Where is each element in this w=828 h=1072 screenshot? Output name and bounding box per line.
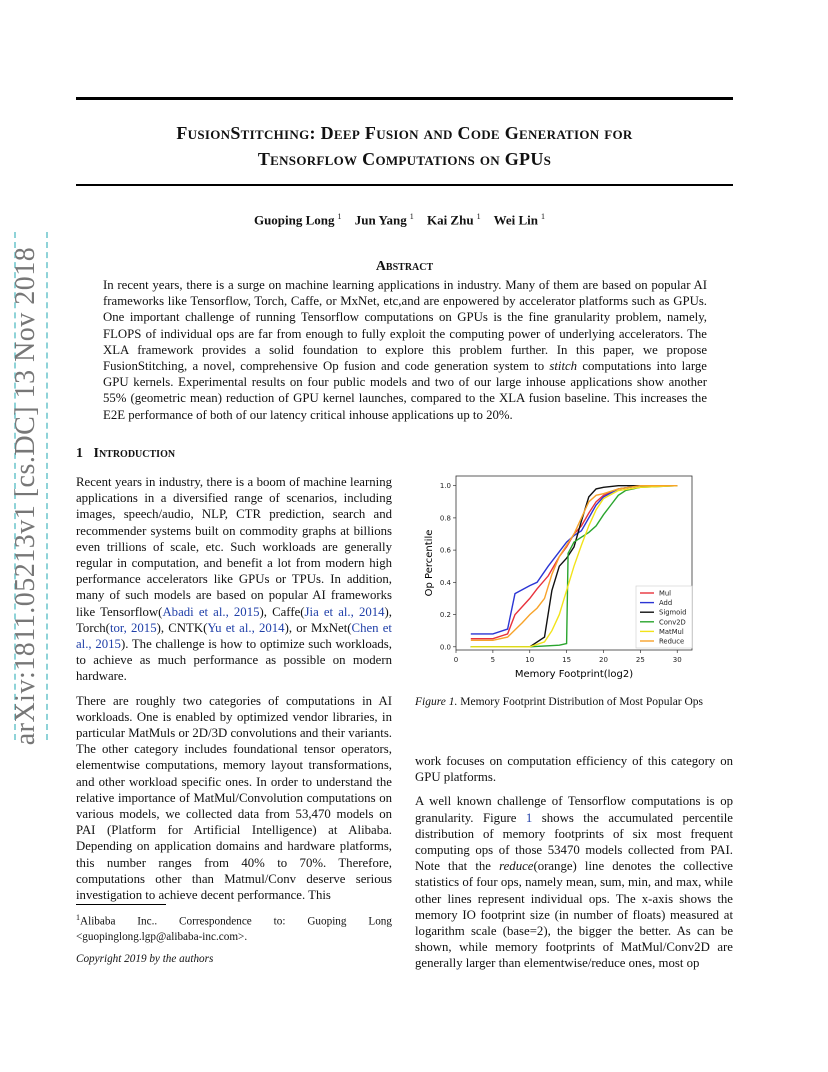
legend-label: Conv2D bbox=[659, 618, 686, 627]
author-affiliation-mark: 1 bbox=[409, 212, 414, 221]
title-bottom-rule bbox=[76, 184, 733, 186]
author-affiliation-mark: 1 bbox=[337, 212, 342, 221]
right-column bbox=[415, 753, 733, 980]
paragraph-text: Recent years in industry, there is a boom of machine learning applications in a diversified range of scenarios, including images, speech/audio, NLP, CTR prediction, search and recommender systems built on commodity graphs at billions even trillions of scale, etc. Such workloads are generally regular in computation, and benefit a lot from modern high performance accelerators like GPUs or TPUs. In addition, many of such models are based on popular AI frameworks like Tensorflow( bbox=[76, 475, 392, 619]
section-number: 1 bbox=[76, 446, 83, 461]
x-axis-label: Memory Footprint(log2) bbox=[514, 669, 634, 680]
author-name: Wei Lin bbox=[493, 212, 539, 228]
x-tick-label: 25 bbox=[635, 656, 645, 664]
legend-label: Add bbox=[659, 599, 673, 608]
paragraph-text: ), or MxNet( bbox=[284, 620, 352, 635]
figure-caption-text: Memory Footprint Distribution of Most Popular Ops bbox=[457, 696, 704, 708]
paragraph-text: (orange) line denotes the collective statistics of four ops, namely mean, sum, min, and max, while other lines represent individual ops. The x-axis shows the memory IO footprint size (in number of floats) measured at logarithm scale (base=2), the bigger the better. As can be shown, while memory footprints of MatMul/Conv2D are generally larger than elementwise/reduce ones, most op bbox=[415, 859, 733, 971]
copyright-notice: Copyright 2019 by the authors bbox=[76, 953, 214, 965]
author-affiliation-mark: 1 bbox=[476, 212, 481, 221]
x-tick-label: 20 bbox=[599, 656, 608, 664]
x-tick-label: 10 bbox=[525, 656, 535, 664]
author-name: Kai Zhu bbox=[426, 212, 474, 228]
paper-title bbox=[76, 120, 733, 172]
author-name: Guoping Long bbox=[253, 212, 335, 228]
abstract-emphasis: stitch bbox=[549, 359, 578, 374]
legend-label: Sigmoid bbox=[659, 608, 687, 617]
abstract-heading: Abstract bbox=[375, 259, 434, 274]
arxiv-stamp[interactable]: arXiv:1811.05213v1 [cs.DC] 13 Nov 2018 bbox=[10, 246, 41, 746]
chart-legend bbox=[636, 586, 692, 648]
abstract-body bbox=[103, 277, 707, 423]
citation-link[interactable]: Jia et al., 2014 bbox=[304, 604, 385, 619]
x-tick-label: 0 bbox=[453, 656, 459, 664]
intro-paragraph-1 bbox=[76, 474, 392, 685]
x-tick-label: 30 bbox=[672, 656, 682, 664]
y-tick-label: 1.0 bbox=[439, 482, 451, 491]
author-name: Jun Yang bbox=[354, 212, 407, 228]
y-tick-label: 0.6 bbox=[439, 546, 451, 555]
paragraph-text: ), CNTK( bbox=[156, 620, 208, 635]
left-column bbox=[76, 474, 392, 911]
figure-caption bbox=[415, 696, 735, 708]
author-affiliation-mark: 1 bbox=[541, 212, 546, 221]
paragraph-text: shows the accumulated percentile distribution of memory footprints of six most frequent computing ops of those 53470 models collected from PAI. Note that the bbox=[415, 810, 733, 874]
figure-caption-label: Figure 1. bbox=[415, 696, 458, 708]
section-heading bbox=[76, 446, 175, 462]
footnote-mark: 1 bbox=[76, 913, 80, 922]
memory-footprint-chart bbox=[420, 470, 730, 682]
right-paragraph-2 bbox=[415, 793, 733, 971]
y-axis-label: Op Percentile bbox=[424, 529, 435, 597]
citation-link[interactable]: Abadi et al., 2015 bbox=[162, 604, 260, 619]
paragraph-text: ), Torch( bbox=[76, 604, 393, 635]
figure-reference-link[interactable]: 1 bbox=[525, 810, 533, 825]
emphasis-text: reduce bbox=[499, 859, 534, 874]
footnote-text: Alibaba Inc.. Correspondence to: Guoping Long <guopinglong.lgp@alibaba-inc.com>. bbox=[76, 915, 392, 943]
abstract-text: In recent years, there is a surge on machine learning applications in industry. Many of them are based on popular AI frameworks like Tensorflow, Torch, Caffe, or MxNet, etc,and are enpowered by accelerator platforms such as GPUs. One important challenge of running Tensorflow computations on GPUs is the fine granularity problem, namely, FLOPS of individual ops are far from enough to fully exploit the computing power of underlying accelerators. The XLA framework provides a solid foundation to explore this problem further. In this paper, we propose FusionStitching, a novel, comprehensive Op fusion and code generation system to bbox=[103, 278, 707, 374]
title-top-rule bbox=[76, 97, 733, 100]
section-title: Introduction bbox=[93, 446, 176, 461]
citation-link[interactable]: Chen et al., 2015 bbox=[76, 620, 392, 652]
legend-label: Reduce bbox=[659, 637, 685, 646]
y-tick-label: 0.2 bbox=[439, 611, 451, 620]
legend-label: MatMul bbox=[659, 627, 684, 636]
y-tick-label: 0.0 bbox=[439, 643, 451, 652]
footnote bbox=[76, 910, 392, 945]
intro-paragraph-2: There are roughly two categories of computations in AI workloads. One is enabled by optimized vendor libraries, in particular MatMuls or 2D/3D convolutions and their variants. The other category includes foundational tensor operators, elementwise computations, memory layout transformations, and other workload specific ones. In order to understand the relative importance of MatMul/Convolution computations on various models, we collected data from 53,470 models on PAI (Platform for Artificial Intelligence) at Alibaba. Depending on application domains and hardware platforms, this number ranges from 40% to 70%. Therefore, computations other than Matmul/Conv deserve serious investigation to achieve decent performance. This bbox=[76, 693, 392, 903]
x-tick-label: 5 bbox=[490, 656, 496, 664]
title-line-1: FusionStitching: Deep Fusion and Code Generation for bbox=[176, 123, 633, 143]
paragraph-text: ). The challenge is how to optimize such workloads, to achieve as much performance as possible on modern hardware. bbox=[76, 637, 392, 684]
author-list bbox=[76, 212, 733, 228]
citation-link[interactable]: Yu et al., 2014 bbox=[207, 620, 285, 635]
paragraph-text: A well known challenge of Tensorflow computations is op granularity. Figure bbox=[415, 794, 733, 825]
title-line-2: Tensorflow Computations on GPUs bbox=[257, 149, 552, 169]
footnote-rule bbox=[76, 904, 166, 905]
citation-link[interactable]: tor, 2015 bbox=[109, 620, 157, 635]
y-tick-label: 0.8 bbox=[439, 514, 451, 523]
right-paragraph-1: work focuses on computation efficiency of this category on GPU platforms. bbox=[415, 754, 733, 785]
y-tick-label: 0.4 bbox=[439, 578, 451, 587]
x-tick-label: 15 bbox=[562, 656, 572, 664]
paragraph-text: ), Caffe( bbox=[259, 604, 305, 619]
abstract-text: computations into large GPU kernels. Experimental results on four public models and two of our large inhouse applications show another 55% (geometric mean) reduction of GPU kernel launches, compared to the XLA fusion baseline. This increases the E2E performance of both of our latency critical inhouse applications up to 20%. bbox=[103, 359, 707, 422]
legend-label: Mul bbox=[659, 589, 672, 598]
